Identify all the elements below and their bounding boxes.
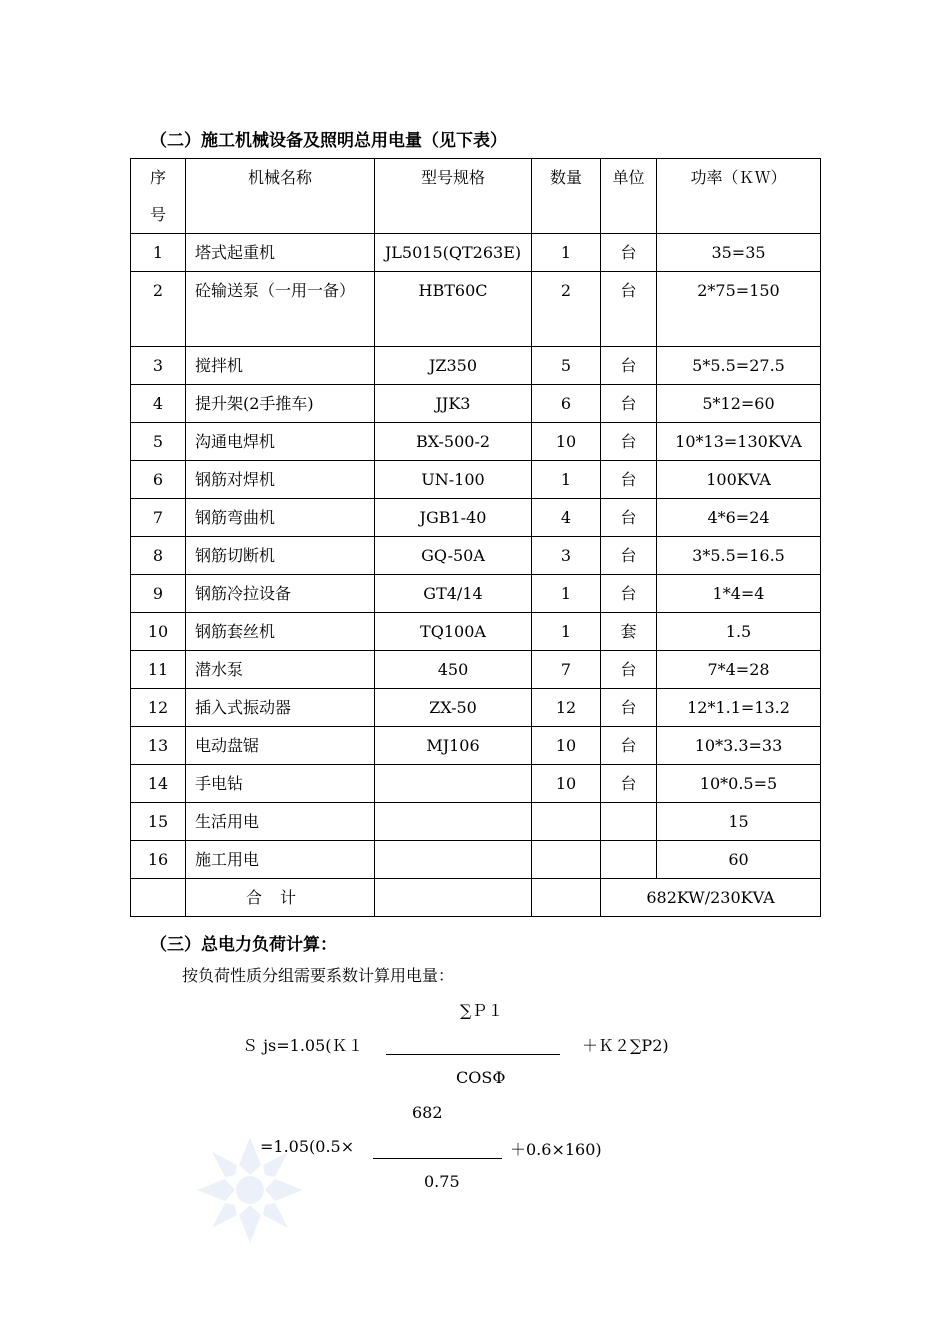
table-row: [131, 385, 821, 423]
table-row: [131, 423, 821, 461]
cell-power: 7*4=28: [657, 651, 821, 689]
cell-seq: 10: [131, 613, 186, 651]
header-model: 型号规格: [375, 159, 532, 234]
cell-model: [375, 841, 532, 879]
cell-name: 提升架(2手推车): [186, 385, 375, 423]
cell-unit: 台: [601, 385, 657, 423]
cell-name: 手电钻: [186, 765, 375, 803]
cell-qty: [532, 803, 601, 841]
header-seq: 序号: [131, 159, 186, 234]
cell-name: 潜水泵: [186, 651, 375, 689]
cell-model: JGB1-40: [375, 499, 532, 537]
cell-name: 钢筋切断机: [186, 537, 375, 575]
header-power: 功率（ＫＷ）: [657, 159, 821, 234]
cell-unit: 台: [601, 651, 657, 689]
total-seq: [131, 879, 186, 917]
cell-model: JL5015(QT263E): [375, 234, 532, 272]
cell-unit: 台: [601, 461, 657, 499]
cell-unit: 台: [601, 689, 657, 727]
table-row: [131, 499, 821, 537]
cell-qty: 2: [532, 272, 601, 347]
cell-power: 4*6=24: [657, 499, 821, 537]
cell-unit: 台: [601, 575, 657, 613]
cell-model: 450: [375, 651, 532, 689]
cell-name: 塔式起重机: [186, 234, 375, 272]
cell-model: UN-100: [375, 461, 532, 499]
cell-model: JZ350: [375, 347, 532, 385]
cell-seq: 2: [131, 272, 186, 347]
cell-seq: 5: [131, 423, 186, 461]
table-row: [131, 841, 821, 879]
formula1-fraction-bar: [386, 1054, 560, 1055]
cell-unit: 台: [601, 765, 657, 803]
cell-qty: 1: [532, 613, 601, 651]
cell-unit: [601, 803, 657, 841]
cell-name: 生活用电: [186, 803, 375, 841]
cell-power: 1.5: [657, 613, 821, 651]
cell-unit: [601, 841, 657, 879]
cell-power: 10*13=130KVA: [657, 423, 821, 461]
intro-text: 按负荷性质分组需要系数计算用电量：: [182, 966, 455, 985]
total-qty: [532, 879, 601, 917]
cell-qty: 10: [532, 423, 601, 461]
section-3-title: （三）总电力负荷计算：: [150, 935, 337, 955]
cell-model: GQ-50A: [375, 537, 532, 575]
cell-qty: 12: [532, 689, 601, 727]
cell-seq: 15: [131, 803, 186, 841]
equipment-table: [130, 158, 821, 917]
cell-seq: 11: [131, 651, 186, 689]
cell-unit: 台: [601, 234, 657, 272]
cell-model: TQ100A: [375, 613, 532, 651]
formula2-left: =1.05(0.5×: [260, 1137, 355, 1156]
cell-name: 沟通电焊机: [186, 423, 375, 461]
cell-seq: 13: [131, 727, 186, 765]
formula2-denominator: 0.75: [424, 1172, 460, 1191]
cell-power: 3*5.5=16.5: [657, 537, 821, 575]
cell-unit: 台: [601, 423, 657, 461]
table-row: [131, 537, 821, 575]
cell-qty: 5: [532, 347, 601, 385]
cell-power: 5*5.5=27.5: [657, 347, 821, 385]
cell-qty: 10: [532, 727, 601, 765]
cell-model: MJ106: [375, 727, 532, 765]
formula1-left: Ｓ js=1.05(Ｋ１: [242, 1036, 364, 1055]
cell-qty: 7: [532, 651, 601, 689]
cell-qty: 10: [532, 765, 601, 803]
cell-name: 砼输送泵（一用一备）: [186, 272, 375, 347]
cell-model: GT4/14: [375, 575, 532, 613]
total-row: [131, 879, 821, 917]
cell-name: 电动盘锯: [186, 727, 375, 765]
cell-unit: 台: [601, 537, 657, 575]
cell-unit: 台: [601, 727, 657, 765]
cell-seq: 12: [131, 689, 186, 727]
cell-name: 钢筋弯曲机: [186, 499, 375, 537]
section-2-title: （二）施工机械设备及照明总用电量（见下表）: [150, 131, 507, 151]
table-row: [131, 461, 821, 499]
cell-seq: 16: [131, 841, 186, 879]
cell-power: 10*3.3=33: [657, 727, 821, 765]
table-row: [131, 234, 821, 272]
cell-power: 2*75=150: [657, 272, 821, 347]
cell-power: 35=35: [657, 234, 821, 272]
header-name: 机械名称: [186, 159, 375, 234]
cell-qty: 1: [532, 234, 601, 272]
total-label: 合计: [186, 879, 375, 917]
table-row: [131, 347, 821, 385]
cell-name: 施工用电: [186, 841, 375, 879]
formula1-numerator: ∑Ｐ１: [460, 1001, 504, 1020]
cell-qty: [532, 841, 601, 879]
cell-qty: 3: [532, 537, 601, 575]
cell-model: ZX-50: [375, 689, 532, 727]
total-model: [375, 879, 532, 917]
header-unit: 单位: [601, 159, 657, 234]
formula1-right: ＋Ｋ２∑P2): [582, 1036, 669, 1055]
table-row: [131, 689, 821, 727]
table-row: [131, 803, 821, 841]
cell-model: [375, 803, 532, 841]
cell-model: HBT60C: [375, 272, 532, 347]
table-row: [131, 613, 821, 651]
formula2-right: ＋0.6×160): [510, 1140, 602, 1159]
cell-unit: 套: [601, 613, 657, 651]
table-header-row: [131, 159, 821, 234]
cell-seq: 6: [131, 461, 186, 499]
cell-power: 5*12=60: [657, 385, 821, 423]
formula2-numerator: 682: [412, 1103, 443, 1122]
cell-power: 60: [657, 841, 821, 879]
cell-power: 12*1.1=13.2: [657, 689, 821, 727]
table-row: [131, 651, 821, 689]
cell-seq: 9: [131, 575, 186, 613]
cell-model: [375, 765, 532, 803]
header-qty: 数量: [532, 159, 601, 234]
cell-model: JJK3: [375, 385, 532, 423]
cell-unit: 台: [601, 272, 657, 347]
cell-seq: 14: [131, 765, 186, 803]
cell-power: 100KVA: [657, 461, 821, 499]
cell-unit: 台: [601, 499, 657, 537]
formula2-fraction-bar: [373, 1158, 502, 1159]
cell-seq: 7: [131, 499, 186, 537]
cell-seq: 8: [131, 537, 186, 575]
cell-seq: 1: [131, 234, 186, 272]
cell-name: 钢筋冷拉设备: [186, 575, 375, 613]
cell-name: 搅拌机: [186, 347, 375, 385]
cell-power: 15: [657, 803, 821, 841]
cell-qty: 1: [532, 575, 601, 613]
cell-name: 钢筋套丝机: [186, 613, 375, 651]
cell-name: 钢筋对焊机: [186, 461, 375, 499]
cell-unit: 台: [601, 347, 657, 385]
cell-qty: 1: [532, 461, 601, 499]
cell-qty: 6: [532, 385, 601, 423]
cell-seq: 4: [131, 385, 186, 423]
cell-name: 插入式振动器: [186, 689, 375, 727]
table-row: [131, 575, 821, 613]
cell-power: 10*0.5=5: [657, 765, 821, 803]
table-row: [131, 727, 821, 765]
cell-seq: 3: [131, 347, 186, 385]
table-row: [131, 765, 821, 803]
cell-model: BX-500-2: [375, 423, 532, 461]
table-row: [131, 272, 821, 347]
watermark-flower-icon: [195, 1135, 305, 1245]
cell-power: 1*4=4: [657, 575, 821, 613]
total-value: 682KW/230KVA: [601, 879, 821, 917]
formula1-denominator: COSΦ: [456, 1068, 506, 1087]
cell-qty: 4: [532, 499, 601, 537]
